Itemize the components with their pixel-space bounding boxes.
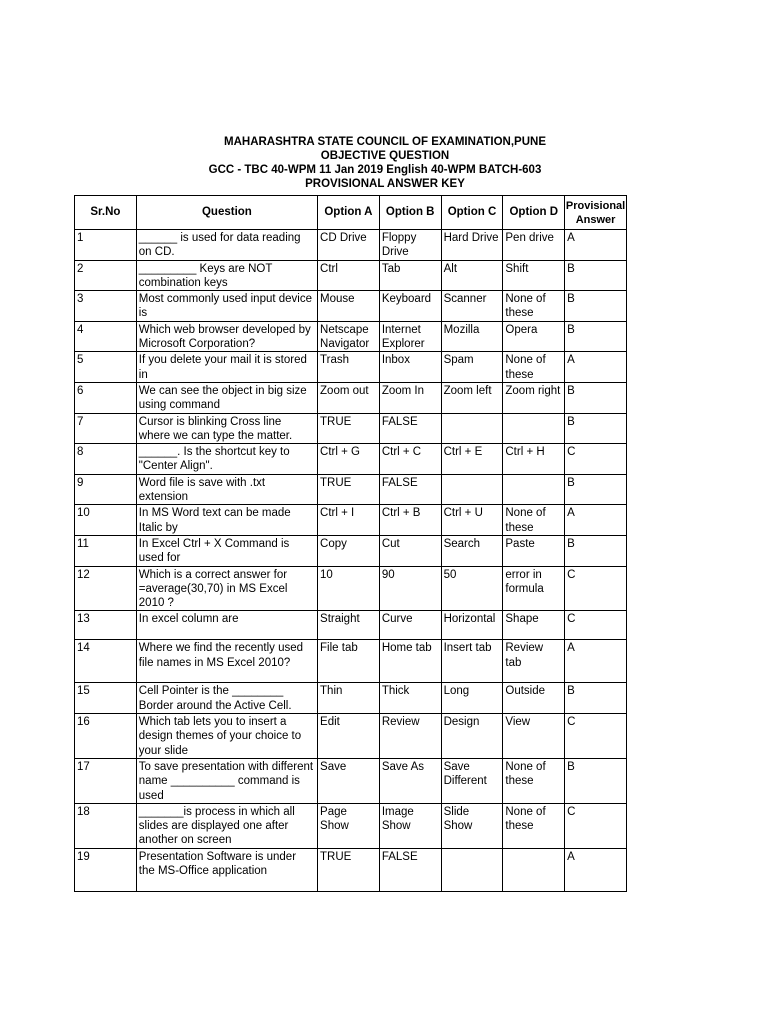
cell-question: Cell Pointer is the ________ Border around the Active Cell.: [136, 683, 317, 714]
column-header-option-c: Option C: [441, 196, 503, 230]
cell-option-c: Insert tab: [441, 640, 503, 683]
cell-srno: 2: [75, 260, 137, 291]
cell-option-a: Edit: [318, 714, 380, 759]
cell-option-b: Floppy Drive: [379, 230, 441, 261]
cell-srno: 6: [75, 382, 137, 413]
cell-option-d: None of these: [503, 291, 565, 322]
cell-answer: C: [565, 714, 627, 759]
cell-srno: 15: [75, 683, 137, 714]
table-row: [75, 321, 627, 352]
cell-option-c: Long: [441, 683, 503, 714]
cell-srno: 7: [75, 413, 137, 444]
cell-option-b: Home tab: [379, 640, 441, 683]
cell-option-c: Mozilla: [441, 321, 503, 352]
cell-question: Cursor is blinking Cross line where we can type the matter.: [136, 413, 317, 444]
cell-option-b: Ctrl + B: [379, 505, 441, 536]
cell-srno: 1: [75, 230, 137, 261]
cell-option-a: Ctrl + I: [318, 505, 380, 536]
cell-option-c: Horizontal: [441, 611, 503, 640]
cell-option-d: None of these: [503, 758, 565, 803]
document-heading: [0, 135, 770, 191]
cell-option-b: Cut: [379, 535, 441, 566]
table-row: [75, 640, 627, 683]
cell-question: Presentation Software is under the MS-Office application: [136, 848, 317, 891]
cell-option-d: [503, 413, 565, 444]
cell-option-a: 10: [318, 566, 380, 611]
table-row: [75, 230, 627, 261]
cell-option-c: Save Different: [441, 758, 503, 803]
table-row: [75, 260, 627, 291]
cell-answer: A: [565, 230, 627, 261]
table-row: [75, 535, 627, 566]
table-row: [75, 758, 627, 803]
answer-key-title: PROVISIONAL ANSWER KEY: [305, 178, 465, 190]
cell-srno: 12: [75, 566, 137, 611]
cell-question: ______ is used for data reading on CD.: [136, 230, 317, 261]
table-row: [75, 566, 627, 611]
cell-option-b: 90: [379, 566, 441, 611]
cell-answer: B: [565, 260, 627, 291]
table-row: [75, 382, 627, 413]
cell-option-b: Image Show: [379, 803, 441, 848]
cell-srno: 11: [75, 535, 137, 566]
cell-answer: C: [565, 803, 627, 848]
exam-details-title: GCC - TBC 40-WPM 11 Jan 2019 English 40-WPM BATCH-603: [208, 164, 542, 176]
cell-option-d: Review tab: [503, 640, 565, 683]
council-title: MAHARASHTRA STATE COUNCIL OF EXAMINATION,PUNE: [224, 136, 546, 148]
cell-answer: B: [565, 291, 627, 322]
column-header-srno: Sr.No: [75, 196, 137, 230]
table-row: [75, 474, 627, 505]
table-header-row: [75, 196, 627, 230]
cell-answer: B: [565, 382, 627, 413]
cell-option-d: [503, 848, 565, 891]
cell-srno: 9: [75, 474, 137, 505]
cell-question: In Excel Ctrl + X Command is used for: [136, 535, 317, 566]
cell-option-a: CD Drive: [318, 230, 380, 261]
cell-option-a: Netscape Navigator: [318, 321, 380, 352]
cell-question: _______is process in which all slides are displayed one after another on screen: [136, 803, 317, 848]
cell-option-d: Outside: [503, 683, 565, 714]
cell-srno: 17: [75, 758, 137, 803]
cell-question: To save presentation with different name __________ command is used: [136, 758, 317, 803]
cell-option-c: Hard Drive: [441, 230, 503, 261]
cell-option-a: TRUE: [318, 848, 380, 891]
cell-option-b: FALSE: [379, 413, 441, 444]
cell-option-c: [441, 413, 503, 444]
table-row: [75, 505, 627, 536]
cell-option-a: Ctrl: [318, 260, 380, 291]
cell-srno: 16: [75, 714, 137, 759]
cell-option-a: Ctrl + G: [318, 444, 380, 475]
cell-option-a: Zoom out: [318, 382, 380, 413]
cell-answer: A: [565, 505, 627, 536]
table-row: [75, 848, 627, 891]
cell-option-b: Ctrl + C: [379, 444, 441, 475]
cell-option-c: Spam: [441, 352, 503, 383]
table-row: [75, 714, 627, 759]
cell-option-d: None of these: [503, 505, 565, 536]
cell-answer: A: [565, 848, 627, 891]
cell-srno: 8: [75, 444, 137, 475]
cell-option-d: Ctrl + H: [503, 444, 565, 475]
cell-srno: 18: [75, 803, 137, 848]
cell-question: Which is a correct answer for =average(30,70) in MS Excel 2010 ?: [136, 566, 317, 611]
cell-srno: 14: [75, 640, 137, 683]
column-header-provisional-answer: [565, 196, 627, 230]
cell-option-d: Shape: [503, 611, 565, 640]
cell-answer: B: [565, 413, 627, 444]
cell-question: ______. Is the shortcut key to "Center Align".: [136, 444, 317, 475]
answer-key-table: [74, 195, 627, 892]
cell-option-d: None of these: [503, 352, 565, 383]
cell-answer: A: [565, 352, 627, 383]
cell-question: In excel column are: [136, 611, 317, 640]
column-header-question: Question: [136, 196, 317, 230]
cell-option-b: Internet Explorer: [379, 321, 441, 352]
cell-option-d: View: [503, 714, 565, 759]
cell-question: If you delete your mail it is stored in: [136, 352, 317, 383]
cell-question: Word file is save with .txt extension: [136, 474, 317, 505]
cell-option-a: Trash: [318, 352, 380, 383]
cell-option-b: FALSE: [379, 474, 441, 505]
cell-option-a: Save: [318, 758, 380, 803]
cell-option-c: [441, 848, 503, 891]
cell-option-b: Inbox: [379, 352, 441, 383]
cell-option-a: Mouse: [318, 291, 380, 322]
cell-srno: 5: [75, 352, 137, 383]
cell-option-c: Ctrl + U: [441, 505, 503, 536]
cell-option-a: TRUE: [318, 474, 380, 505]
table-row: [75, 803, 627, 848]
cell-srno: 13: [75, 611, 137, 640]
table-row: [75, 683, 627, 714]
cell-srno: 19: [75, 848, 137, 891]
cell-option-c: Search: [441, 535, 503, 566]
cell-answer: B: [565, 474, 627, 505]
cell-option-a: TRUE: [318, 413, 380, 444]
cell-option-c: Scanner: [441, 291, 503, 322]
cell-option-b: Curve: [379, 611, 441, 640]
cell-option-a: Straight: [318, 611, 380, 640]
cell-option-c: Design: [441, 714, 503, 759]
cell-option-c: Zoom left: [441, 382, 503, 413]
cell-option-b: Review: [379, 714, 441, 759]
cell-answer: C: [565, 444, 627, 475]
column-header-option-b: Option B: [379, 196, 441, 230]
cell-srno: 4: [75, 321, 137, 352]
cell-option-b: Thick: [379, 683, 441, 714]
cell-option-b: Tab: [379, 260, 441, 291]
cell-srno: 10: [75, 505, 137, 536]
column-header-option-a: Option A: [318, 196, 380, 230]
question-type-title: OBJECTIVE QUESTION: [320, 150, 450, 162]
cell-question: _________ Keys are NOT combination keys: [136, 260, 317, 291]
cell-question: Which web browser developed by Microsoft Corporation?: [136, 321, 317, 352]
cell-question: In MS Word text can be made Italic by: [136, 505, 317, 536]
cell-option-a: Thin: [318, 683, 380, 714]
cell-question: We can see the object in big size using command: [136, 382, 317, 413]
cell-option-d: Shift: [503, 260, 565, 291]
cell-option-c: [441, 474, 503, 505]
cell-answer: C: [565, 611, 627, 640]
cell-option-c: 50: [441, 566, 503, 611]
cell-option-a: Page Show: [318, 803, 380, 848]
cell-question: Which tab lets you to insert a design themes of your choice to your slide: [136, 714, 317, 759]
table-row: [75, 352, 627, 383]
cell-srno: 3: [75, 291, 137, 322]
cell-answer: B: [565, 758, 627, 803]
cell-option-c: Ctrl + E: [441, 444, 503, 475]
cell-option-b: Save As: [379, 758, 441, 803]
table-body: [75, 230, 627, 892]
cell-answer: B: [565, 683, 627, 714]
cell-option-d: error in formula: [503, 566, 565, 611]
cell-option-d: [503, 474, 565, 505]
cell-answer: B: [565, 535, 627, 566]
provisional-answer-label: Provisional Answer: [565, 199, 626, 226]
cell-option-d: Opera: [503, 321, 565, 352]
cell-option-b: FALSE: [379, 848, 441, 891]
cell-option-d: Paste: [503, 535, 565, 566]
cell-option-b: Zoom In: [379, 382, 441, 413]
cell-option-d: Pen drive: [503, 230, 565, 261]
table-row: [75, 291, 627, 322]
cell-answer: C: [565, 566, 627, 611]
table-row: [75, 611, 627, 640]
column-header-option-d: Option D: [503, 196, 565, 230]
cell-option-d: None of these: [503, 803, 565, 848]
cell-option-c: Alt: [441, 260, 503, 291]
cell-option-a: Copy: [318, 535, 380, 566]
table-row: [75, 444, 627, 475]
cell-option-c: Slide Show: [441, 803, 503, 848]
cell-answer: A: [565, 640, 627, 683]
cell-question: Where we find the recently used file names in MS Excel 2010?: [136, 640, 317, 683]
cell-question: Most commonly used input device is: [136, 291, 317, 322]
cell-option-a: File tab: [318, 640, 380, 683]
table-row: [75, 413, 627, 444]
cell-option-d: Zoom right: [503, 382, 565, 413]
cell-answer: B: [565, 321, 627, 352]
cell-option-b: Keyboard: [379, 291, 441, 322]
